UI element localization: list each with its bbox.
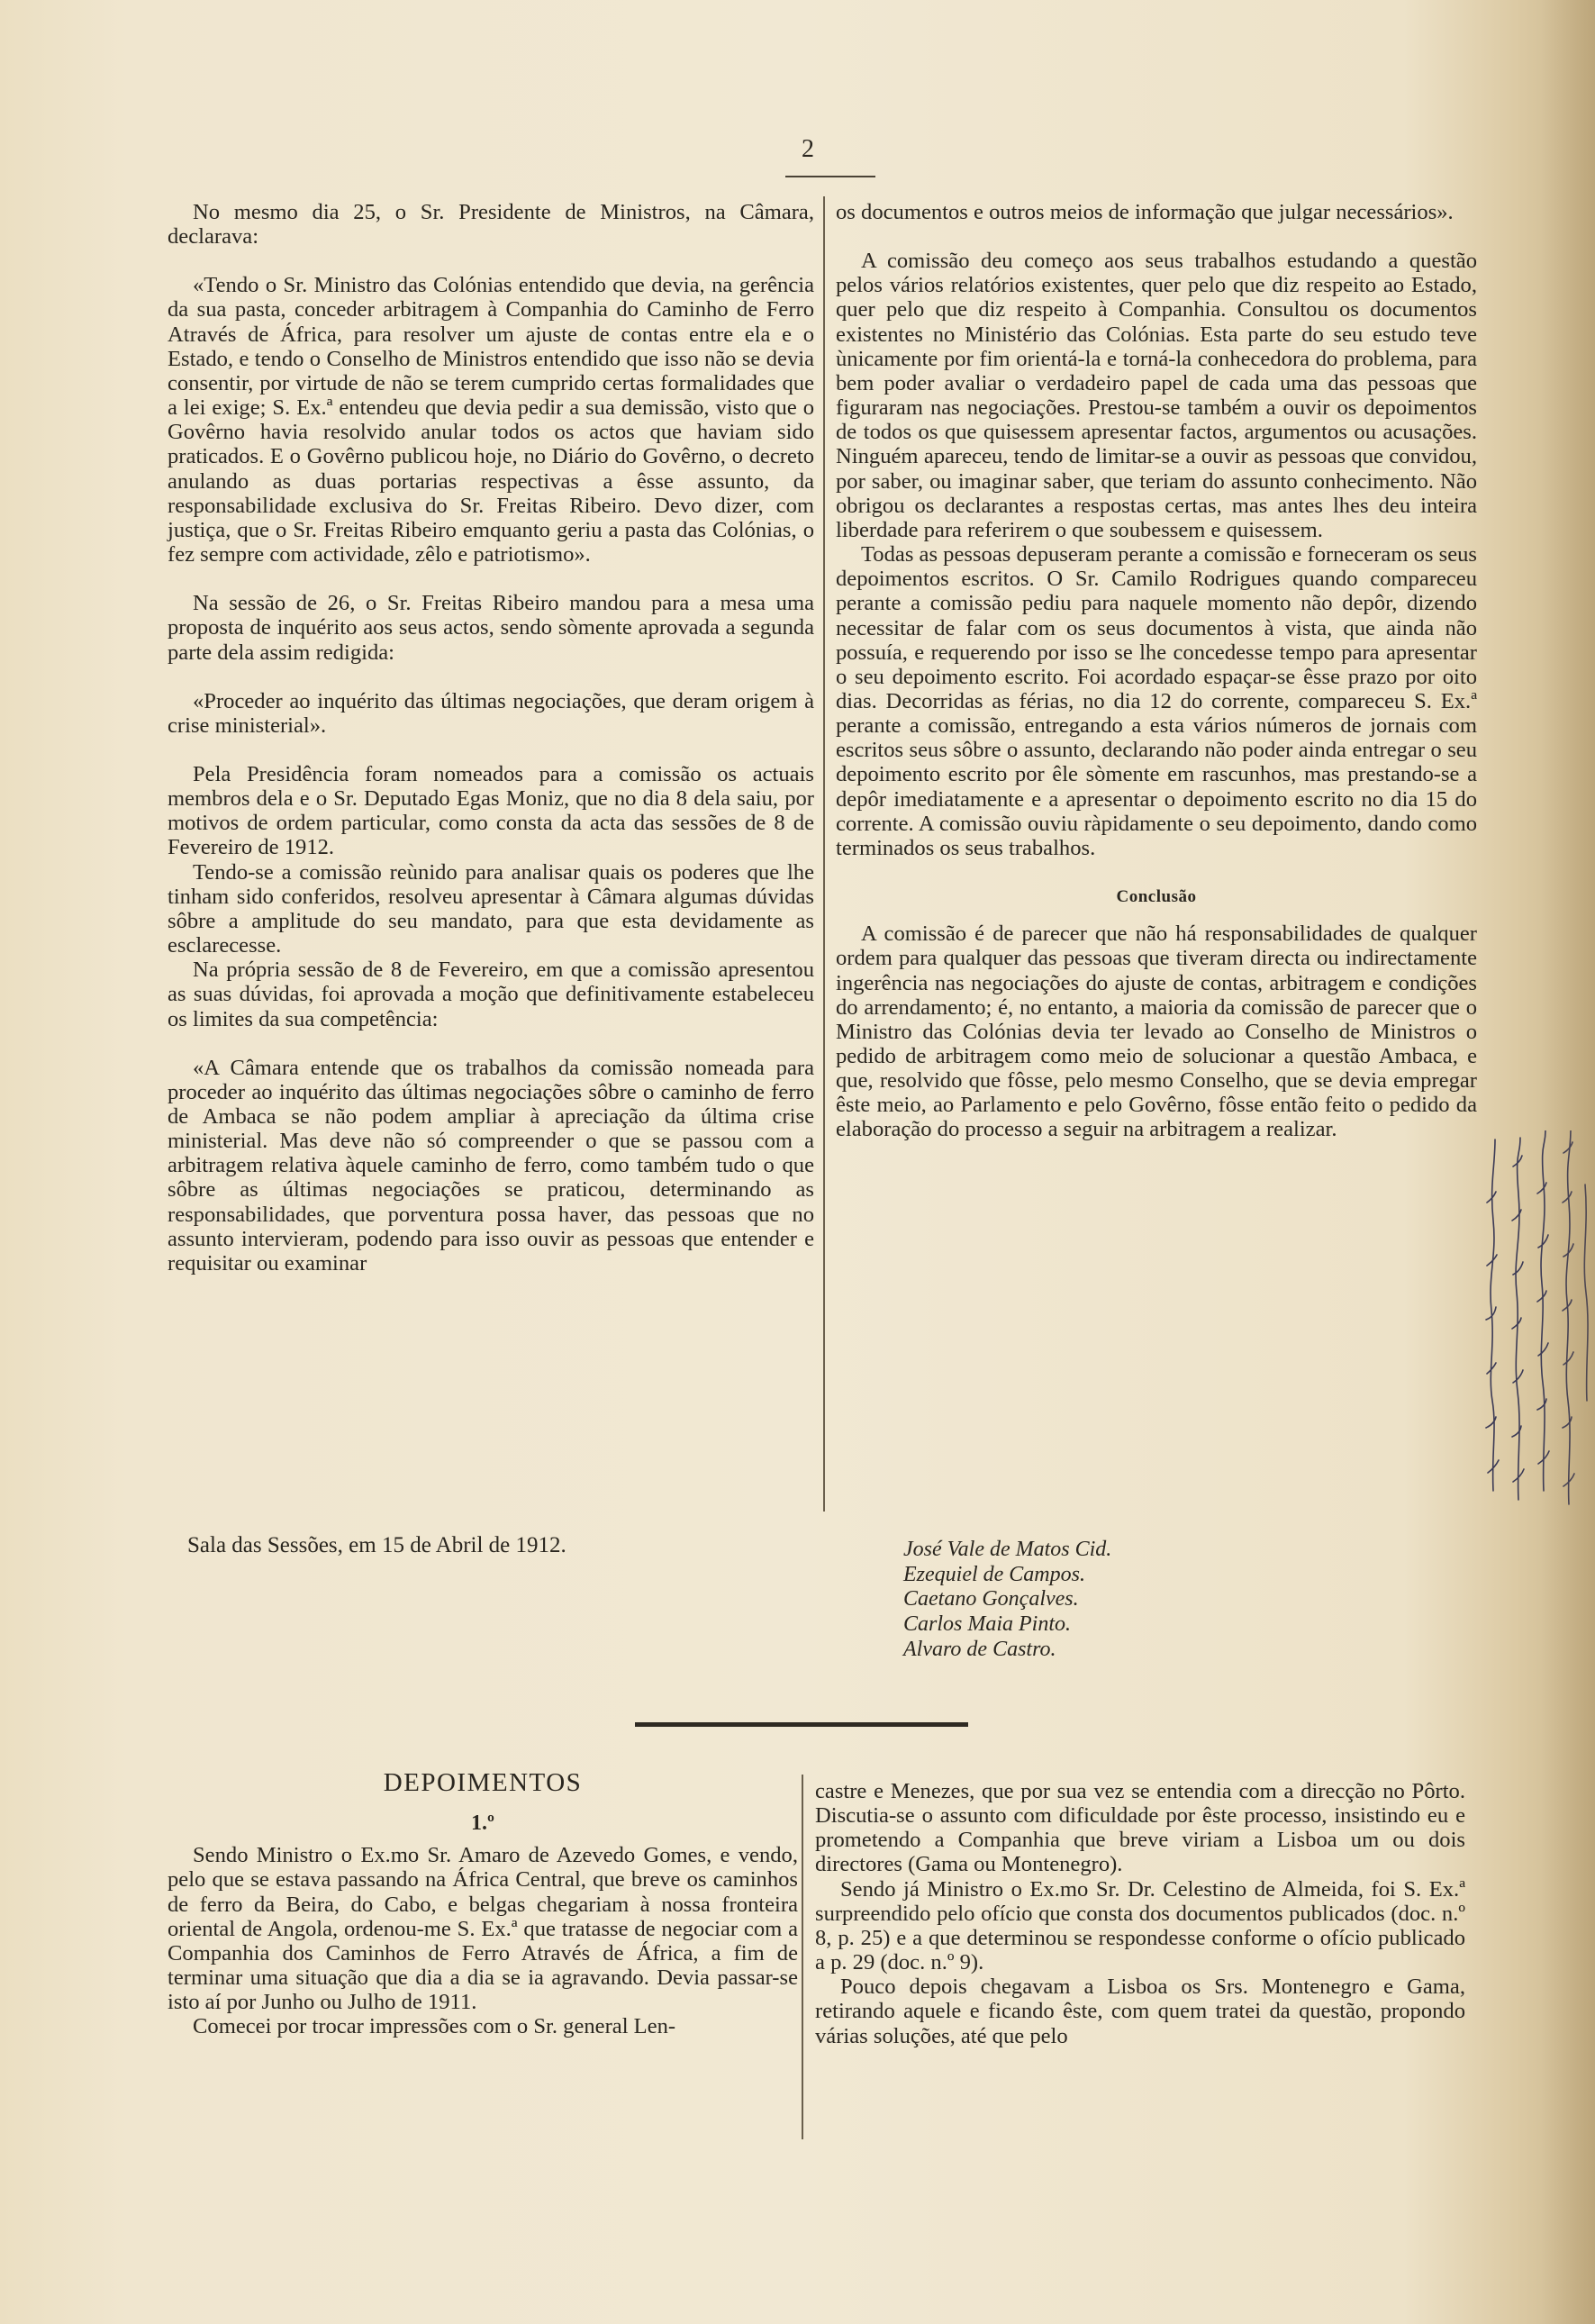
paragraph: Comecei por trocar impressões com o Sr. general Len- <box>193 2014 676 2039</box>
top-right-column <box>836 200 1477 1142</box>
paragraph: «Tendo o Sr. Ministro das Colónias entendido que devia, na gerência da sua pasta, conceder arbitragem à Companhia do Caminho de Ferro Através de África, para resolver um ajuste de contas entre ela e o Estado, e tendo o Conselho de Ministros entendido que isso não se devia consentir, por virtude de não se terem cumprido certas formalidades que a lei exige; S. Ex.ª entendeu que devia pedir a sua demissão, visto que o Govêrno havia resolvido anular todos os actos que haviam sido praticados. E o Govêrno publicou hoje, no Diário do Govêrno, o decreto anulando as duas portarias respectivas a êsse assunto, da responsabilidade exclusiva do Sr. Freitas Ribeiro. Devo dizer, com justiça, que o Sr. Freitas Ribeiro emquanto geriu a pasta das Colónias, o fez sempre com actividade, zêlo e patriotismo». <box>168 273 814 567</box>
signature: Ezequiel de Campos. <box>903 1562 1085 1586</box>
signature: Alvaro de Castro. <box>903 1637 1056 1661</box>
paragraph: Todas as pessoas depuseram perante a comissão e forneceram os seus depoimentos escritos. O Sr. Camilo Rodrigues quando compareceu perante a comissão pediu para naquele momento não depôr, dizendo necessitar de falar com os seus documentos à vista, que ainda não possuía, e requerendo por isso se lhe concedesse tempo para apresentar o seu depoimento escrito. Foi acordado espaçar-se êsse prazo por oito dias. Decorridas as férias, no dia 12 do corrente, compareceu S. Ex.ª perante a comissão, entregando a esta vários números de jornais com escritos seus sôbre o assunto, declarando não poder ainda entregar o seu depoimento escrito por êle sòmente em rascunhos, mas prestando-se a depôr imediatamente e a apresentar o depoimento escrito no dia 15 do corrente. A comissão ouviu ràpidamente o seu depoimento, dando como terminados os seus trabalhos. <box>836 542 1477 860</box>
paragraph: Sendo já Ministro o Ex.mo Sr. Dr. Celestino de Almeida, foi S. Ex.ª surpreendido pelo ofício que consta dos documentos publicados (doc. n.º 8, p. 25) e a que determinou se respondesse conforme o ofício publicado a p. 29 (doc. n.º 9). <box>815 1876 1465 1975</box>
page-number: 2 <box>802 135 814 163</box>
paragraph: Na sessão de 26, o Sr. Freitas Ribeiro mandou para a mesa uma proposta de inquérito aos seus actos, sendo sòmente aprovada a segunda parte dela assim redigida: <box>168 591 814 665</box>
paragraph: Na própria sessão de 8 de Fevereiro, em que a comissão apresentou as suas dúvidas, foi aprovada a moção que definitivamente estabeleceu os limites da sua competência: <box>168 958 814 1031</box>
paragraph: Tendo-se a comissão reùnido para analisar quais os poderes que lhe tinham sido conferidos, resolveu apresentar à Câmara algumas dúvidas sôbre a amplitude do seu mandato, para que esta devidamente as esclarecesse. <box>168 859 814 958</box>
column-divider-bottom <box>802 1775 803 2139</box>
depoimentos-heading: DEPOIMENTOS <box>383 1768 583 1797</box>
depoimentos-left-column <box>168 1764 798 2039</box>
page-number-rule <box>785 176 875 177</box>
depoimentos-right-column <box>815 1779 1465 2048</box>
paragraph: A comissão deu começo aos seus trabalhos estudando a questão pelos vários relatórios existentes, quer pelo que diz respeito ao Estado, quer pelo que diz respeito à Companhia. Consultou os documentos existentes no Ministério das Colónias. Esta parte do seu estudo teve ùnicamente por fim orientá-la e torná-la conhecedora do problema, para bem poder avaliar o verdadeiro papel de cada uma das pessoas que figuraram nas negociações. Prestou-se também a ouvir os depoimentos de todos os que quisessem apresentar factos, argumentos ou acusações. Ninguém apareceu, tendo de limitar-se a ouvir as pessoas que convidou, por saber, ou imaginar saber, que teriam do assunto conhecimento. Não obrigou os declarantes a respostas certas, mas antes lhes deu inteira liberdade para referirem o que soubessem e quisessem. <box>836 249 1477 542</box>
paragraph: «Proceder ao inquérito das últimas negociações, que deram origem à crise ministerial». <box>168 688 814 738</box>
paragraph: Sendo Ministro o Ex.mo Sr. Amaro de Azevedo Gomes, e vendo, pelo que se estava passando na África Central, que breve os caminhos de ferro da Beira, do Cabo, e belgas chegariam à nossa fronteira oriental de Angola, ordenou-me S. Ex.ª que tratasse de negociar com a Companhia dos Caminhos de Ferro Através de África, a fim de terminar uma situação que dia a dia se ia agravando. Devia passar-se isto aí por Junho ou Julho de 1911. <box>168 1843 798 2015</box>
paragraph: os documentos e outros meios de informação que julgar necessários». <box>836 200 1454 224</box>
paragraph: Pela Presidência foram nomeados para a comissão os actuais membros dela e o Sr. Deputado Egas Moniz, que no dia 8 dela saiu, por motivos de ordem particular, como consta da acta das sessões de 8 de Fevereiro de 1912. <box>168 761 814 860</box>
paragraph: «A Câmara entende que os trabalhos da comissão nomeada para proceder ao inquérito das últimas negociações sôbre o caminho de ferro de Ambaca se não podem ampliar à apreciação da última crise ministerial. Mas deve não só compreender o que se passou com a arbitragem relativa àquele caminho de ferro, como também tudo o que sôbre as últimas negociações se praticou, determinando as responsabilidades, que porventura possa haver, das pessoas que no assunto intervieram, podendo para isso ouvir as pessoas que entender e requisitar ou examinar <box>168 1055 814 1275</box>
top-left-column <box>168 200 814 1275</box>
section-separator-rule <box>635 1722 968 1727</box>
conclusion-text: A comissão é de parecer que não há responsabilidades de qualquer ordem para qualquer das pessoas que tiveram directa ou indirectamente ingerência nas negociações do ajuste de contas, arbitragem e condições do arrendamento; é, no entanto, a maioria da comissão de parecer que o Ministro das Colónias devia ter levado ao Conselho de Ministros o pedido de arbitragem como meio de solucionar a questão Ambaca, e que, resolvido que fôsse, pelo mesmo Conselho, que se devia empregar êste meio, ao Parlamento e pelo Govêrno, fôsse então feito o pedido da elaboração do processo a seguir na arbitragem a realizar. <box>836 921 1477 1142</box>
signature-list <box>903 1538 1111 1663</box>
paragraph: castre e Menezes, que por sua vez se entendia com a direcção no Pôrto. Discutia-se o assunto com dificuldade por êste processo, insistindo eu e prometendo a Companhia que breve viriam a Lisboa um ou dois directores (Gama ou Montenegro). <box>815 1779 1465 1877</box>
paragraph: No mesmo dia 25, o Sr. Presidente de Ministros, na Câmara, declarava: <box>168 200 814 250</box>
signature: Carlos Maia Pinto. <box>903 1612 1072 1637</box>
column-divider-top <box>823 196 825 1512</box>
signature: José Vale de Matos Cid. <box>903 1538 1112 1561</box>
depoimento-number: 1.º <box>471 1811 494 1836</box>
conclusion-heading: Conclusão <box>1116 887 1197 907</box>
paper-edge-shading <box>1541 0 1595 2324</box>
signature: Caetano Gonçalves. <box>903 1587 1079 1611</box>
place-date: Sala das Sessões, em 15 de Abril de 1912. <box>187 1533 566 1557</box>
paragraph: Pouco depois chegavam a Lisboa os Srs. Montenegro e Gama, retirando aquele e ficando êste, com quem tratei da questão, propondo várias soluções, até que pelo <box>815 1974 1465 2048</box>
